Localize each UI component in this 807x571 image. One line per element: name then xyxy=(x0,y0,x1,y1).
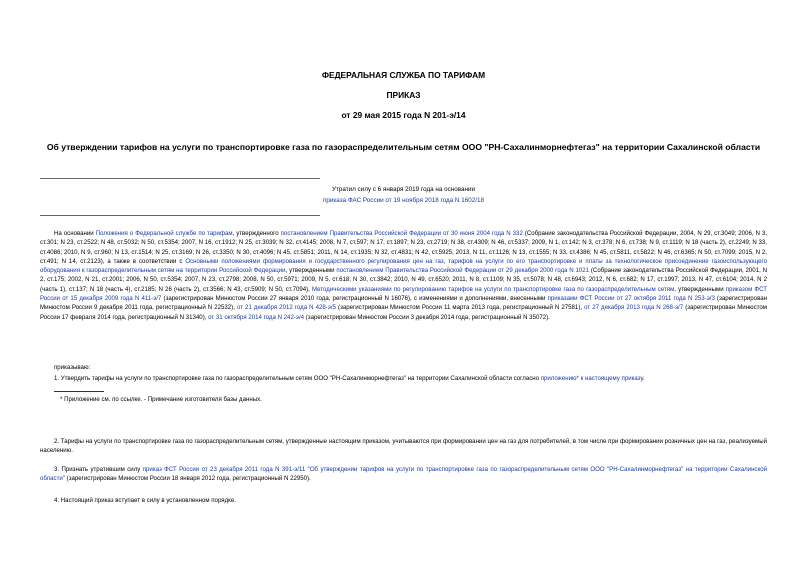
item-3: 3. Признать утратившим силу приказ ФСТ России от 23 декабря 2011 года N 391-э/11 "Об утверждении тарифов на услуги по транспортировке газа по газораспределительным сетям ООО "РН-Сахалинморнефтегаз" на территории Сахалинской области" (зарегистрирован Минюстом России 18 января 2012 года, регистрационный N 22950). xyxy=(40,466,768,483)
fst-order-391-link[interactable]: приказ ФСТ России от 23 декабря 2011 года N 391-э/11 "Об утверждении тарифов на услуги по транспортировке газа по газораспределительным сетям ООО "РН-Сахалинморнефтегаз" на территории Сахалинской области" xyxy=(40,466,768,483)
fst-order-428-link[interactable]: от 21 декабря 2012 года N 428-э/5 xyxy=(236,304,336,312)
main-provisions-link[interactable]: Основными положениями формирования и государственного регулирования цен на газ, тарифов на услуги по его транспортировке и платы за технологическое присоединение газоиспользующего оборудования к газораспределительным сетям на территории Российской Федерации xyxy=(40,257,767,275)
repeal-order-link[interactable]: приказа ФАС России от 19 ноября 2018 года N 1602/18 xyxy=(322,197,484,204)
item-4: 4. Настоящий приказ вступает в силу в установленном порядке. xyxy=(54,497,236,504)
fst-order-411-link[interactable]: приказом ФСТ России от 15 декабря 2009 года N 411-э/7 xyxy=(40,285,767,303)
agency-name: ФЕДЕРАЛЬНАЯ СЛУЖБА ПО ТАРИФАМ xyxy=(321,70,486,80)
item-1: 1. Утвердить тарифы на услуги по транспортировке газа по газораспределительным сетям ООО "РН-Сахалинморнефтегаз" на территории Сахалинской области согласно приложению* к настоящему приказу. xyxy=(54,375,645,382)
divider-bottom xyxy=(40,215,320,216)
government-decree-332-link[interactable]: постановлением Правительства Российской Федерации от 30 июня 2004 года N 332 xyxy=(280,230,523,237)
document-date-number: от 29 мая 2015 года N 201-э/14 xyxy=(341,110,466,120)
footnote-divider xyxy=(54,391,104,392)
divider-top xyxy=(40,178,320,179)
document-title: Об утверждении тарифов на услуги по транспортировке газа по газораспределительным сетям ООО "РН-Сахалинморнефтегаз" на территории Сахалинской области xyxy=(46,142,761,152)
repeal-note: Утратил силу с 6 января 2019 года на основании xyxy=(331,186,476,193)
fst-regulation-link[interactable]: Положения о Федеральной службе по тарифам xyxy=(95,230,233,237)
fst-order-268-link[interactable]: от 27 декабря 2013 года N 268-э/7 xyxy=(584,304,684,312)
fst-order-253-link[interactable]: приказами ФСТ России от 27 октября 2011 года N 253-э/3 xyxy=(547,295,715,303)
methodical-guidelines-link[interactable]: Методическими указаниями по регулированию тарифов на услуги по транспортировке газа по газораспределительным сетям xyxy=(312,285,675,293)
order-word: приказываю: xyxy=(54,364,91,371)
footnote: * Приложение см. по ссылке. - Примечание изготовителя базы данных. xyxy=(60,396,262,403)
appendix-link[interactable]: приложению* к настоящему приказу xyxy=(540,375,643,382)
item-2: 2. Тарифы на услуги по транспортировке газа по газораспределительным сетям, утвержденные настоящим приказом, учитываются при формировании цен на газ для потребителей, в том числе при формировании розничных цен на газ, реализуемый населению. xyxy=(40,438,767,455)
basis-paragraph: На основании Положения о Федеральной службе по тарифам, утвержденного постановлением Правительства Российской Федерации от 30 июня 2004 года N 332 (Собрание законодательства Российской Федерации, 2004, N 29, ст.3049; 2006, N 3, ст.301; N 23, ст.2522; N 48, ст.5032; N 50, ст.5354; 2007, N 16, ст.1912; N 25, ст.3039; N 32, ст.4145; 2008, N 7, ст.597; N 17, ст.1897; N 23, ст.2719; N 38, ст.4309; N 46, ст.5337; 2009, N 1, ст.142; N 3, ст.378; N 6, ст.738; N 9, ст.1119; N 18 (часть 2), ст.2249; N 33, ст.4086; 2010, N 9, ст.960; N 13, ст.1514; N 25, ст.3169; N 26, ст.3350; N 30, ст.4096; N 45, ст.5851; 2011, N 14, ст.1935; N 32, ст.4831; N 42, ст.5925; 2013, N 11, ст.1126; N 13, ст.1555; N 33, ст.4386; N 45, ст.5811, ст.5822; N 46, ст.6365; N 50, ст.7099; 2015, N 2, ст.491; N 14, ст.2123), а также в соответствии с Основными положениями формирования и государственного регулирования цен на газ, тарифов на услуги по его транспортировке и платы за технологическое присоединение газоиспользующего оборудования к газораспределительным сетям на территории Российской Федерации, утвержденными постановлением Правительства Российской Федерации от 29 декабря 2000 года N 1021 (Собрание законодательства Российской Федерации, 2001, N 2, ст.175; 2002, N 21, ст.2001; 2006, N 50, ст.5354; 2007, N 23, ст.2798; 2008, N 50, ст.5971; 2009, N 5, ст.618; N 30, ст.3842; 2010, N 49, ст.6520; 2011, N 8, ст.1109; N 35, ст.5078; N 48, ст.6943; 2012, N 6, ст.682; N 17, ст.1997; 2013, N 47, ст.6104; 2014, N 2 (часть 1), ст.137; N 18 (часть 4), ст.2185; N 26 (часть 2), ст.3566; N 43, ст.5909; N 50, ст.7094), Методическими указаниями по регулированию тарифов на услуги по транспортировке газа по газораспределительным сетям, утвержденными приказом ФСТ России от 15 декабря 2009 года N 411-э/7 (зарегистрирован Минюстом России 27 января 2010 года, регистрационный N 16076), с изменениями и дополнениями, внесенными приказами ФСТ России от 27 октября 2011 года N 253-э/3 (зарегистрирован Минюстом России 9 декабря 2011 года, регистрационный N 22532), от 21 декабря 2012 года N 428-э/5 (зарегистрирован Минюстом России 11 марта 2013 года, регистрационный N 27581), от 27 декабря 2013 года N 268-э/7 (зарегистрирован Минюстом России 17 февраля 2014 года, регистрационный N 31340), от 31 октября 2014 года N 242-э/4 (зарегистрирован Минюстом России 3 декабря 2014 года, регистрационный N 35072). xyxy=(40,230,768,321)
government-decree-1021-link[interactable]: постановлением Правительства Российской Федерации от 29 декабря 2000 года N 1021 xyxy=(336,267,590,275)
fst-order-242-link[interactable]: от 31 октября 2014 года N 242-э/4 xyxy=(208,313,305,321)
document-type: ПРИКАЗ xyxy=(386,90,421,100)
